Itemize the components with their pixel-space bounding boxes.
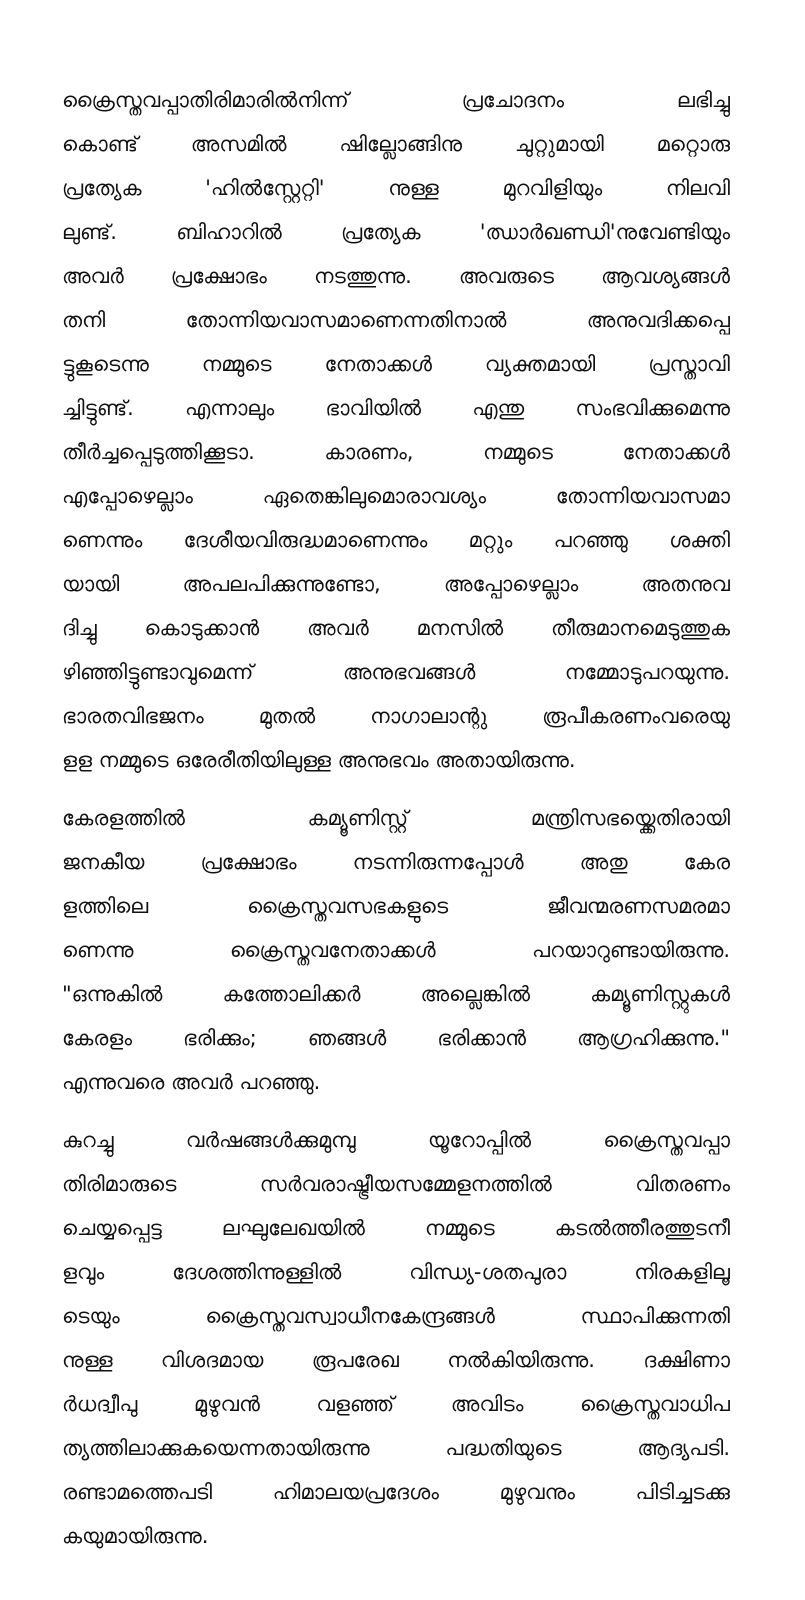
text-line: ളത്തിലെ ക്രൈസ്തവസഭകളുടെ ജീവന്മരണസമരമാ xyxy=(62,894,730,918)
text-line: തീർച്ചപ്പെടുത്തിക്കൂടാ. കാരണം, നമ്മുടെ നേതാക്കൾ xyxy=(62,440,730,464)
text-line: തിരിമാരുടെ സർവരാഷ്ട്രീയസമ്മേളനത്തിൽ വിതരണം xyxy=(62,1172,730,1196)
text-line: അവർ പ്രക്ഷോഭം നടത്തുന്നു. അവരുടെ ആവശ്യങ്ങൾ xyxy=(62,264,730,288)
paragraph-3 xyxy=(62,1118,730,1558)
text-line: ദിച്ചു കൊടുക്കാൻ അവർ മനസിൽ തീരുമാനമെടുത്തുക xyxy=(62,616,730,640)
text-line: ടെയും ക്രൈസ്തവസ്വാധീനകേന്ദ്രങ്ങൾ സ്ഥാപിക്കുന്നതി xyxy=(62,1304,730,1328)
text-line: യായി അപലപിക്കുന്നുണ്ടോ, അപ്പോഴെല്ലാം അതനുവ xyxy=(62,572,730,596)
paragraph-1 xyxy=(62,78,730,782)
text-line: ണെന്നു ക്രൈസ്തവനേതാക്കൾ പറയാറുണ്ടായിരുന്നു. xyxy=(62,938,730,962)
text-line: തനി തോന്നിയവാസമാണെന്നതിനാൽ അനുവദിക്കപ്പെ xyxy=(62,308,730,332)
text-line: ലുണ്ട്. ബിഹാറിൽ പ്രത്യേക 'ഝാർഖണ്ഡി'നുവേണ്ടിയും xyxy=(62,220,730,244)
document-page xyxy=(62,78,730,1572)
text-line: ചെയ്യപ്പെട്ട ലഘുലേഖയിൽ നമ്മുടെ കടൽത്തീരത്തുടനീ xyxy=(62,1216,730,1240)
text-line: ട്ടുകൂടെന്നു നമ്മുടെ നേതാക്കൾ വ്യക്തമായി പ്രസ്താവി xyxy=(62,352,730,376)
text-line: ണെന്നും ദേശീയവിരുദ്ധമാണെന്നും മറ്റും പറഞ്ഞു ശക്തി xyxy=(62,528,730,552)
text-line: രണ്ടാമത്തെപടി ഹിമാലയപ്രദേശം മുഴുവനും പിടിച്ചടക്കു xyxy=(62,1480,730,1504)
text-line: ർധദ്വീപു മുഴുവൻ വളഞ്ഞ് അവിടം ക്രൈസ്തവാധിപ xyxy=(62,1392,730,1416)
text-line: ളവും ദേശത്തിന്നുള്ളിൽ വിന്ധ്യ-ശതപുരാ നിരകളിലൂ xyxy=(62,1260,730,1284)
text-line: ക്രൈസ്തവപ്പാതിരിമാരിൽനിന്ന് പ്രചോദനം ലഭിച്ചു xyxy=(62,88,730,112)
text-line: ച്ചിട്ടുണ്ട്. എന്നാലും ഭാവിയിൽ എന്തു സംഭവിക്കുമെന്നു xyxy=(62,396,730,420)
text-line: കേരളത്തിൽ കമ്യൂണിസ്റ്റ് മന്ത്രിസഭയ്ക്കെതിരായി xyxy=(62,806,730,830)
text-line: പ്രത്യേക 'ഹിൽസ്റ്റേറ്റി' നുള്ള മുറവിളിയും നിലവി xyxy=(62,176,730,200)
text-line: കൊണ്ട് അസമിൽ ഷില്ലോങ്ങിനു ചുറ്റുമായി മറ്റൊരു xyxy=(62,132,730,156)
text-line: ഭാരതവിഭജനം മുതൽ നാഗാലാന്റു രൂപീകരണംവരെയു xyxy=(62,704,730,728)
text-line: ത്യത്തിലാക്കുകയെന്നതായിരുന്നു പദ്ധതിയുടെ ആദ്യപടി. xyxy=(62,1436,730,1460)
text-line: നുള്ള വിശദമായ രൂപരേഖ നൽകിയിരുന്നു. ദക്ഷിണാ xyxy=(62,1348,730,1372)
text-line: കയുമായിരുന്നു. xyxy=(62,1524,209,1548)
text-line: കുറച്ചു വർഷങ്ങൾക്കുമുമ്പു യൂറോപ്പിൽ ക്രൈസ്തവപ്പാ xyxy=(62,1128,730,1152)
text-line: "ഒന്നുകിൽ കത്തോലിക്കർ അല്ലെങ്കിൽ കമ്യൂണിസ്റ്റുകൾ xyxy=(62,982,730,1006)
text-line: കേരളം ഭരിക്കും; ഞങ്ങൾ ഭരിക്കാൻ ആഗ്രഹിക്കുന്നു." xyxy=(62,1026,730,1050)
text-line: ഴിഞ്ഞിട്ടുണ്ടാവുമെന്ന് അനുഭവങ്ങൾ നമ്മോടുപറയുന്നു. xyxy=(62,660,730,684)
text-line: ളള നമ്മുടെ ഒരേരീതിയിലുള്ള അനുഭവം അതായിരുന്നു. xyxy=(62,748,576,772)
text-line: എന്നുവരെ അവർ പറഞ്ഞു. xyxy=(62,1070,321,1094)
text-line: ജനകീയ പ്രക്ഷോഭം നടന്നിരുന്നപ്പോൾ അതു കേര xyxy=(62,850,730,874)
paragraph-2 xyxy=(62,796,730,1104)
text-line: എപ്പോഴെല്ലാം ഏതെങ്കിലുമൊരാവശ്യം തോന്നിയവാസമാ xyxy=(62,484,730,508)
